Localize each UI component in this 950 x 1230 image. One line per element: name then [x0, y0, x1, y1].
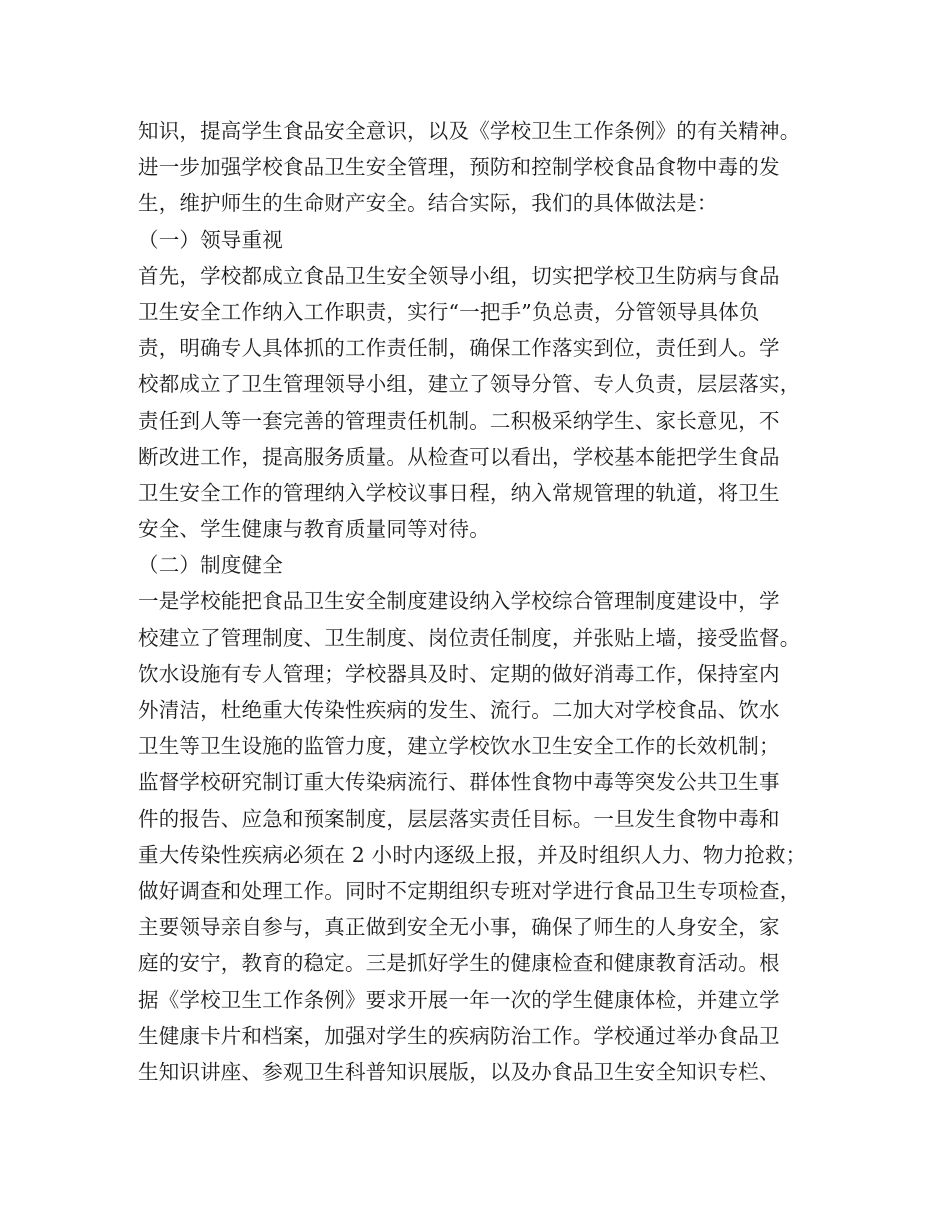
text-line: 生，维护师生的生命财产安全。结合实际，我们的具体做法是： [138, 191, 718, 216]
text-line: 卫生安全工作的管理纳入学校议事日程，纳入常规管理的轨道，将卫生 [138, 480, 780, 505]
text-line: 一是学校能把食品卫生安全制度建设纳入学校综合管理制度建设中，学 [138, 589, 780, 614]
text-line: 卫生等卫生设施的监管力度，建立学校饮水卫生安全工作的长效机制； [138, 734, 780, 759]
text-line: 庭的安宁，教育的稳定。三是抓好学生的健康检查和健康教育活动。根 [138, 951, 780, 976]
text-line: 首先，学校都成立食品卫生安全领导小组，切实把学校卫生防病与食品 [138, 263, 780, 288]
text-line: 安全、学生健康与教育质量同等对待。 [138, 517, 490, 542]
text-line: 进一步加强学校食品卫生安全管理，预防和控制学校食品食物中毒的发 [138, 155, 780, 180]
text-line: 责，明确专人具体抓的工作责任制，确保工作落实到位，责任到人。学 [138, 336, 780, 361]
text-line: 据《学校卫生工作条例》要求开展一年一次的学生健康体检，并建立学 [138, 987, 780, 1012]
section-heading-leadership: （一）领导重视 [138, 227, 283, 252]
document-body [138, 113, 838, 1090]
text-line: 做好调查和处理工作。同时不定期组织专班对学进行食品卫生专项检查， [138, 878, 801, 903]
text-line: 断改进工作，提高服务质量。从检查可以看出，学校基本能把学生食品 [138, 444, 780, 469]
text-line: 主要领导亲自参与，真正做到安全无小事，确保了师生的人身安全，家 [138, 915, 780, 940]
section-heading-system: （二）制度健全 [138, 553, 283, 578]
text-line: 监督学校研究制订重大传染病流行、群体性食物中毒等突发公共卫生事 [138, 770, 780, 795]
text-line: 件的报告、应急和预案制度，层层落实责任目标。一旦发生食物中毒和 [138, 806, 780, 831]
text-line: 饮水设施有专人管理；学校器具及时、定期的做好消毒工作，保持室内 [138, 661, 780, 686]
text-line: 重大传染性疾病必须在 2 小时内逐级上报，并及时组织人力、物力抢救； [138, 842, 807, 867]
text-line: 责任到人等一套完善的管理责任机制。二积极采纳学生、家长意见，不 [138, 408, 780, 433]
text-line: 生知识讲座、参观卫生科普知识展版，以及办食品卫生安全知识专栏、 [138, 1059, 780, 1084]
text-line: 生健康卡片和档案，加强对学生的疾病防治工作。学校通过举办食品卫 [138, 1023, 780, 1048]
text-line: 知识，提高学生食品安全意识，以及《学校卫生工作条例》的有关精神。 [138, 119, 801, 143]
text-line: 外清洁，杜绝重大传染性疾病的发生、流行。二加大对学校食品、饮水 [138, 698, 780, 722]
text-line: 卫生安全工作纳入工作职责，实行“一把手”负总责，分管领导具体负 [138, 299, 760, 324]
text-line: 校建立了管理制度、卫生制度、岗位责任制度，并张贴上墙，接受监督。 [138, 625, 801, 650]
text-line: 校都成立了卫生管理领导小组，建立了领导分管、专人负责，层层落实， [138, 372, 801, 397]
